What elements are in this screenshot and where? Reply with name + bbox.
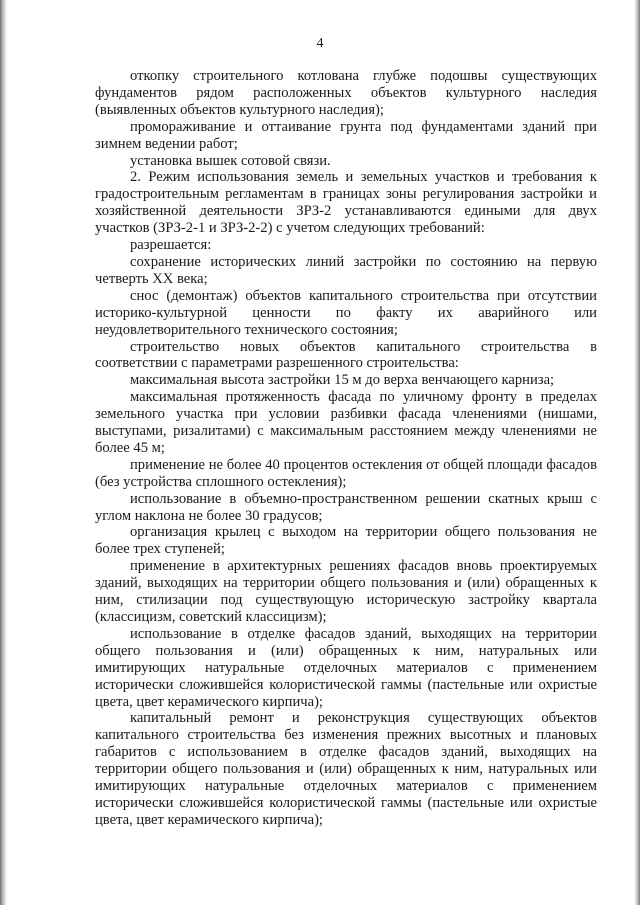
page-edge-left — [0, 0, 7, 905]
paragraph: строительство новых объектов капитального строительства в соответствии с параметрами разрешенного строительства: — [95, 338, 597, 372]
document-body — [95, 68, 597, 829]
paragraph: откопку строительного котлована глубже подошвы существующих фундаментов рядом расположенных объектов культурного наследия (выявленных объектов культурного наследия); — [95, 68, 597, 118]
paragraph: капитальный ремонт и реконструкция существующих объектов капитального строительства без изменения прежних высотных и плановых габаритов с использованием в отделке фасадов зданий, выходящих на территории общего пользования и (или) обращенных к ним, натуральных или имитирующих натуральные отделочных материалов с применением исторически сложившейся колористической гаммы (пастельные или охристые цвета, цвет керамического кирпича); — [95, 710, 597, 828]
page-edge-right — [634, 0, 640, 905]
paragraph: установка вышек сотовой связи. — [130, 152, 331, 169]
paragraph: использование в отделке фасадов зданий, выходящих на территории общего пользования и (или) обращенных к ним, натуральных или имитирующих натуральные отделочных материалов с применением исторически сложившейся колористической гаммы (пастельные или охристые цвета, цвет керамического кирпича); — [95, 625, 597, 710]
paragraph: использование в объемно-пространственном решении скатных крыш с углом наклона не более 30 градусов; — [95, 490, 597, 524]
paragraph: максимальная протяженность фасада по уличному фронту в пределах земельного участка при условии разбивки фасада членениями (нишами, выступами, ризалитами) с максимальным расстоянием между членениями не более 45 м; — [95, 389, 597, 456]
paragraph: промораживание и оттаивание грунта под фундаментами зданий при зимнем ведении работ; — [95, 118, 597, 152]
paragraph: применение не более 40 процентов остекления от общей площади фасадов (без устройства сплошного остекления); — [95, 456, 597, 490]
paragraph: максимальная высота застройки 15 м до верха венчающего карниза; — [130, 372, 555, 389]
page-number: 4 — [316, 36, 324, 51]
paragraph: 2. Режим использования земель и земельных участков и требования к градостроительным регламентам в границах зоны регулирования застройки и хозяйственной деятельности ЗРЗ-2 устанавливаются едиными для двух участков (ЗРЗ-2-1 и ЗРЗ-2-2) с учетом следующих требований: — [95, 169, 597, 237]
paragraph: снос (демонтаж) объектов капитального строительства при отсутствии историко-культурной ценности по факту их аварийного или неудовлетворительного технического состояния; — [95, 287, 597, 338]
paragraph: применение в архитектурных решениях фасадов вновь проектируемых зданий, выходящих на территории общего пользования и (или) обращенных к ним, стилизации под существующую историческую застройку квартала (классицизм, советский классицизм); — [95, 558, 597, 625]
paragraph: организация крылец с выходом на территории общего пользования не более трех ступеней; — [95, 524, 597, 558]
paragraph: сохранение исторических линий застройки по состоянию на первую четверть XX века; — [95, 253, 597, 287]
paragraph: разрешается: — [130, 237, 212, 254]
